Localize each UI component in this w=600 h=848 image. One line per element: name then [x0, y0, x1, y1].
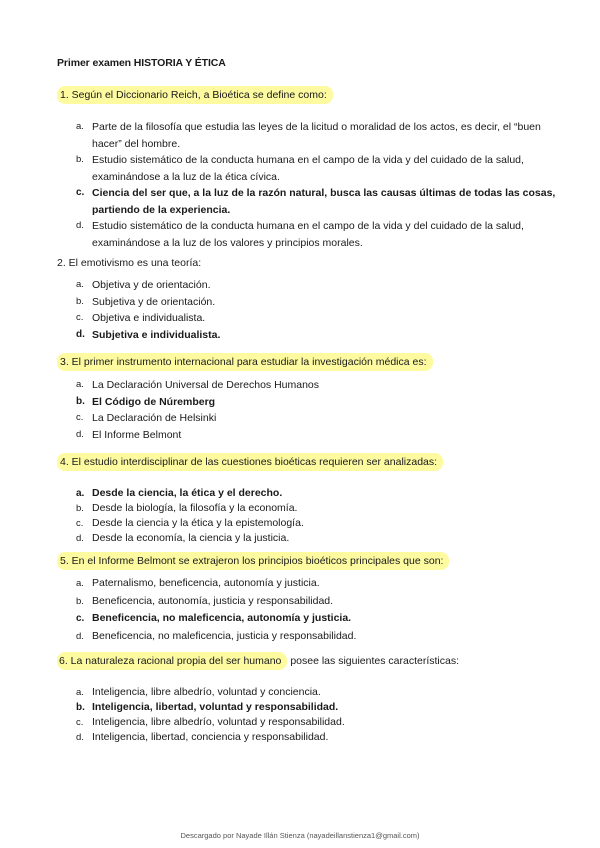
option-3b: b. El Código de Núremberg: [76, 395, 216, 408]
option-2c: c. Objetiva e individualista.: [76, 312, 206, 324]
option-5b: b. Beneficencia, autonomía, justicia y responsabilidad.: [76, 594, 334, 607]
option-3d: d. El Informe Belmont: [76, 428, 182, 441]
option-1b: b. Estudio sistemático de la conducta humana en el campo de la vida y del cuidado de la salud, examinándose a la luz de la ética cívica.: [76, 154, 524, 183]
option-4b: b. Desde la biología, la filosofía y la economía.: [76, 502, 298, 514]
question-6-text-rest: posee las siguientes características:: [287, 655, 459, 667]
question-1-options: [76, 119, 556, 251]
question-1: [57, 88, 333, 102]
option-2a: a. Objetiva y de orientación.: [76, 279, 211, 291]
question-4-text: 4. El estudio interdisciplinar de las cuestiones bioéticas requieren ser analizadas:: [57, 453, 443, 471]
option-4c: c. Desde la ciencia y la ética y la epistemología.: [76, 517, 304, 529]
question-6-options: [76, 685, 556, 745]
option-1c: c. Ciencia del ser que, a la luz de la razón natural, busca las causas últimas de todas las cosas, partiendo de la experiencia.: [76, 187, 556, 216]
option-1a: a. Parte de la filosofía que estudia las leyes de la licitud o moralidad de los actos, es decir, el “buen hacer” del hombre.: [76, 121, 541, 150]
option-6a: a. Inteligencia, libre albedrío, voluntad y conciencia.: [76, 686, 321, 698]
question-2-options: [76, 277, 556, 343]
question-2: [57, 256, 201, 270]
option-3a: a. La Declaración Universal de Derechos Humanos: [76, 379, 320, 391]
question-5: [57, 554, 449, 568]
question-4-options: [76, 486, 556, 546]
question-4: [57, 455, 443, 469]
question-3: [57, 355, 433, 369]
page-title: Primer examen HISTORIA Y ÉTICA: [57, 57, 226, 69]
option-2b: b. Subjetiva y de orientación.: [76, 295, 216, 308]
question-5-text: 5. En el Informe Belmont se extrajeron los principios bioéticos principales que son:: [57, 552, 449, 570]
option-6d: d. Inteligencia, libertad, conciencia y responsabilidad.: [76, 731, 329, 743]
download-footer: Descargado por Nayade Illán Stienza (nayadeillanstienza1@gmail.com): [180, 831, 420, 840]
option-3c: c. La Declaración de Helsinki: [76, 412, 217, 424]
option-6c: c. Inteligencia, libre albedrío, voluntad y responsabilidad.: [76, 716, 345, 728]
question-6-text-highlighted: 6. La naturaleza racional propia del ser humano: [57, 652, 287, 670]
option-5c: c. Beneficencia, no maleficencia, autonomía y justicia.: [76, 612, 352, 624]
option-6b: b. Inteligencia, libertad, voluntad y responsabilidad.: [76, 701, 339, 713]
option-5a: a. Paternalismo, beneficencia, autonomía y justicia.: [76, 577, 320, 589]
option-2d: d. Subjetiva e individualista.: [76, 328, 221, 341]
question-2-text: 2. El emotivismo es una teoría:: [57, 257, 202, 269]
option-1d: d. Estudio sistemático de la conducta humana en el campo de la vida y del cuidado de la salud, examinándose a la luz de los valores y principios morales.: [76, 220, 524, 249]
option-5d: d. Beneficencia, no maleficencia, justicia y responsabilidad.: [76, 629, 357, 642]
question-1-text: 1. Según el Diccionario Reich, a Bioética se define como:: [57, 86, 333, 104]
question-3-text: 3. El primer instrumento internacional para estudiar la investigación médica es:: [57, 353, 433, 371]
question-6: [57, 654, 459, 668]
question-5-options: [76, 575, 556, 645]
option-4d: d. Desde la economía, la ciencia y la justicia.: [76, 532, 290, 544]
question-3-options: [76, 377, 556, 443]
option-4a: a. Desde la ciencia, la ética y el derecho.: [76, 487, 283, 499]
